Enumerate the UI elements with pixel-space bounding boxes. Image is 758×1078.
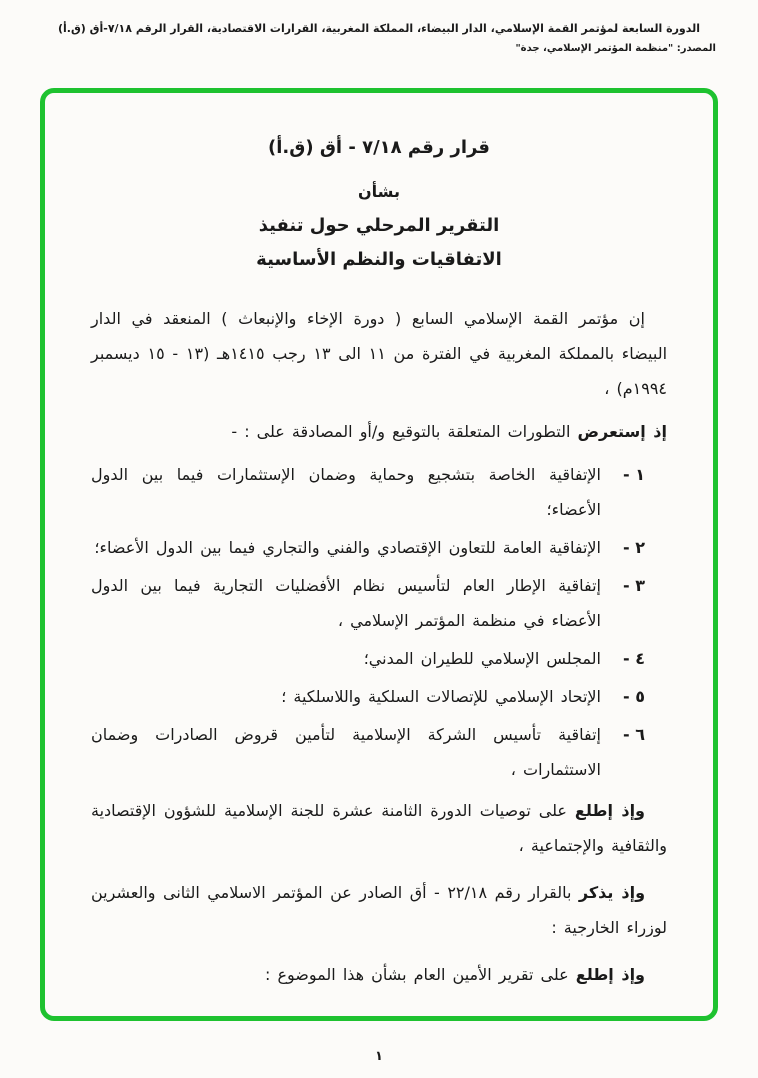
list-item-1 <box>91 457 645 527</box>
list-item-4 <box>91 641 645 676</box>
title-subject-line2: الاتفاقيات والنظم الأساسية <box>256 249 502 270</box>
preamble-clause-1-text: على توصيات الدورة الثامنة عشرة للجنة الإسلامية للشؤون الإقتصادية والثقافية والإجتماعية ، <box>91 801 667 855</box>
preamble-clause-2-text: بالقرار رقم ٢٢/١٨ - أق الصادر عن المؤتمر الاسلامي الثانى والعشرين لوزراء الخارجية : <box>91 883 667 937</box>
item-text: الإتحاد الإسلامي للإتصالات السلكية واللاسلكية ؛ <box>281 687 601 706</box>
review-clause-text: التطورات المتعلقة بالتوقيع و/أو المصادقة على : - <box>231 422 578 441</box>
preamble-clause-3-lead: وإذ إطلع <box>575 965 645 984</box>
list-item-6 <box>91 717 645 787</box>
list-item-5 <box>91 679 645 714</box>
item-number: ٢ - <box>623 538 645 557</box>
item-number: ٦ - <box>623 725 645 744</box>
header-source: المصدر: "منظمة المؤتمر الإسلامي، جدة" <box>515 43 716 54</box>
item-number: ٣ - <box>623 576 645 595</box>
item-number: ٥ - <box>623 687 645 706</box>
item-text: إتفاقية الإطار العام لتأسيس نظام الأفضليات التجارية فيما بين الدول الأعضاء في منظمة المؤتمر الإسلامي ، <box>91 576 601 630</box>
document-header <box>42 22 716 54</box>
item-text: الإتفاقية العامة للتعاون الإقتصادي والفني والتجاري فيما بين الدول الأعضاء؛ <box>94 538 601 557</box>
review-clause <box>91 414 667 449</box>
title-regarding: بشأن <box>358 182 400 201</box>
item-number: ٤ - <box>623 649 645 668</box>
list-item-2 <box>91 530 645 565</box>
agreements-list <box>91 457 667 787</box>
resolution-number: قرار رقم ٧/١٨ - أق (ق.أ) <box>268 137 490 158</box>
intro-paragraph: إن مؤتمر القمة الإسلامي السابع ( دورة الإخاء والإنبعاث ) المنعقد في الدار البيضاء بالمملكة المغربية في الفترة من ١١ الى ١٣ رجب ١٤١٥هـ (١٣ - ١٥ ديسمبر ١٩٩٤م) ، <box>91 309 668 398</box>
preamble-clause-2 <box>91 875 667 945</box>
review-clause-lead: إذ إستعرض <box>577 422 667 441</box>
header-citation: الدورة السابعة لمؤتمر القمة الإسلامي، الدار البيضاء، المملكة المغربية، القرارات الاقتصادية، القرار الرقم ٧/١٨-أق (ق.أ) <box>57 22 700 35</box>
resolution-frame <box>40 88 718 1021</box>
preamble-clause-3-text: على تقرير الأمين العام بشأن هذا الموضوع : <box>265 965 576 984</box>
preamble-clause-1-lead: وإذ إطلع <box>574 801 645 820</box>
preamble-clause-1 <box>91 793 667 863</box>
item-text: الإتفاقية الخاصة بتشجيع وحماية وضمان الإستثمارات فيما بين الدول الأعضاء؛ <box>91 465 601 519</box>
title-block <box>91 131 667 277</box>
title-subject-line1: التقرير المرحلي حول تنفيذ <box>258 215 500 236</box>
preamble-clause-3 <box>91 957 667 992</box>
page-number: ١ <box>375 1049 383 1064</box>
item-text: المجلس الإسلامي للطيران المدني؛ <box>363 649 601 668</box>
preamble-clause-2-lead: وإذ يذكر <box>578 883 646 902</box>
list-item-3 <box>91 568 645 638</box>
item-number: ١ - <box>623 465 645 484</box>
item-text: إتفاقية تأسيس الشركة الإسلامية لتأمين قروض الصادرات وضمان الاستثمارات ، <box>91 725 601 779</box>
